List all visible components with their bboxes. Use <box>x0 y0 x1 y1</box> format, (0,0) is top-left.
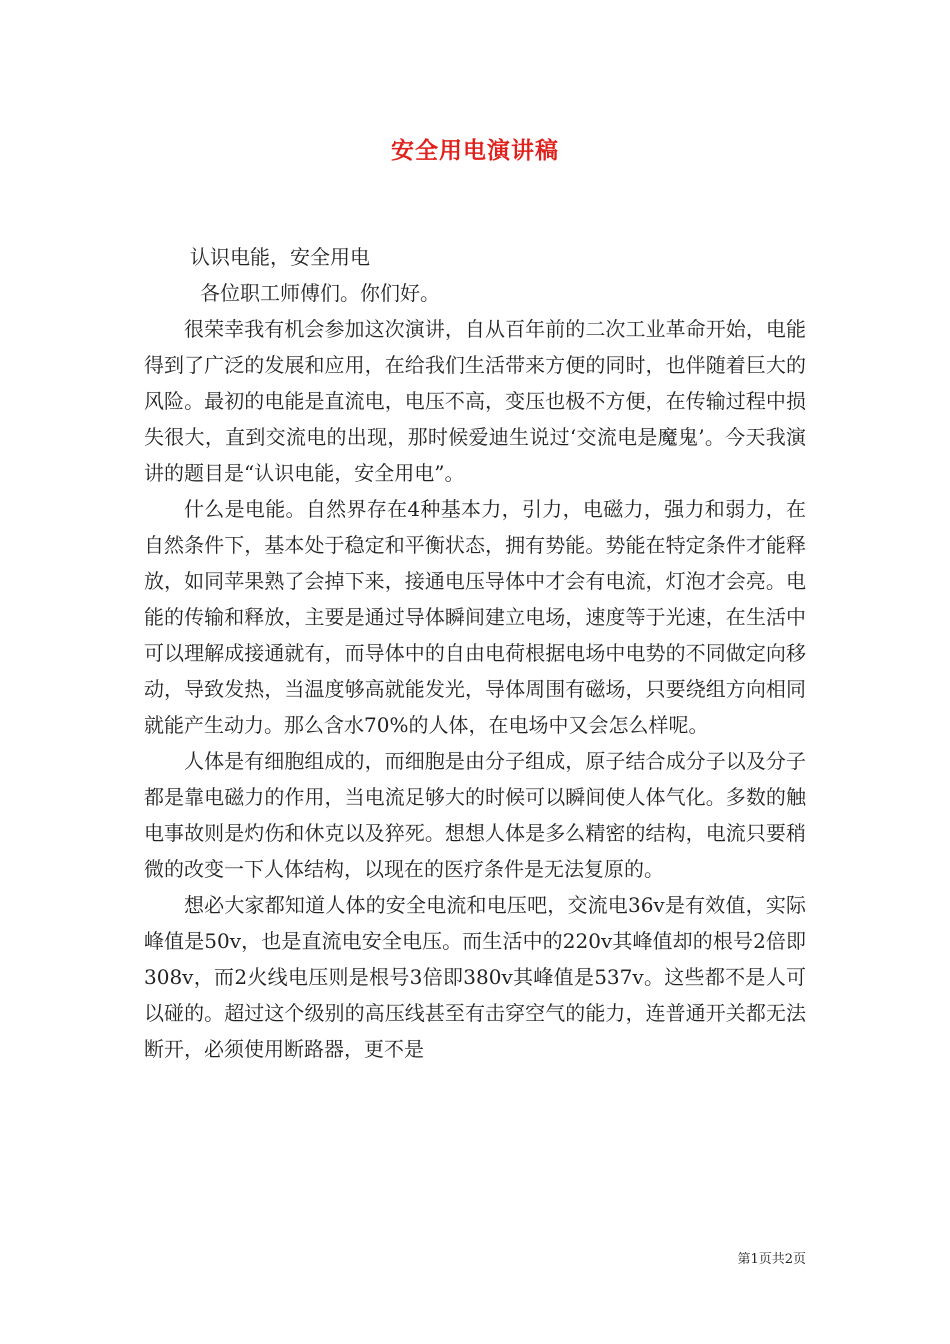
page-number-footer: 第1页共2页 <box>737 1252 806 1267</box>
paragraph-1: 很荣幸我有机会参加这次演讲，自从百年前的二次工业革命开始，电能得到了广泛的发展和应用，在给我们生活带来方便的同时，也伴随着巨大的风险。最初的电能是直流电，电压不高，变压也极不方便，在传输过程中损失很大，直到交流电的出现，那时候爱迪生说过‘交流电是魔鬼’。今天我演讲的题目是“认识电能，安全用电”。 <box>144 317 806 485</box>
subtitle-line: 认识电能，安全用电 <box>190 245 370 269</box>
paragraph-2: 什么是电能。自然界存在4种基本力，引力，电磁力，强力和弱力，在自然条件下，基本处于稳定和平衡状态，拥有势能。势能在特定条件才能释放，如同苹果熟了会掉下来，接通电压导体中才会有电流，灯泡才会亮。电能的传输和释放，主要是通过导体瞬间建立电场，速度等于光速，在生活中可以理解成接通就有，而导体中的自由电荷根据电场中电势的不同做定向移动，导致发热，当温度够高就能发光，导体周围有磁场，只要绕组方向相同就能产生动力。那么含水70%的人体，在电场中又会怎么样呢。 <box>144 497 806 737</box>
paragraph-4: 想必大家都知道人体的安全电流和电压吧，交流电36v是有效值，实际峰值是50v，也是直流电安全电压。而生活中的220v其峰值却的根号2倍即308v，而2火线电压则是根号3倍即380v其峰值是537v。这些都不是人可以碰的。超过这个级别的高压线甚至有击穿空气的能力，连普通开关都无法断开，必须使用断路器，更不是 <box>144 893 806 1061</box>
document-body <box>144 239 806 1067</box>
document-title: 安全用电演讲稿 <box>391 137 559 164</box>
greeting-line: 各位职工师傅们。你们好。 <box>200 281 440 305</box>
paragraph-3: 人体是有细胞组成的，而细胞是由分子组成，原子结合成分子以及分子都是靠电磁力的作用，当电流足够大的时候可以瞬间使人体气化。多数的触电事故则是灼伤和休克以及猝死。想想人体是多么精密的结构，电流只要稍微的改变一下人体结构，以现在的医疗条件是无法复原的。 <box>144 749 806 881</box>
